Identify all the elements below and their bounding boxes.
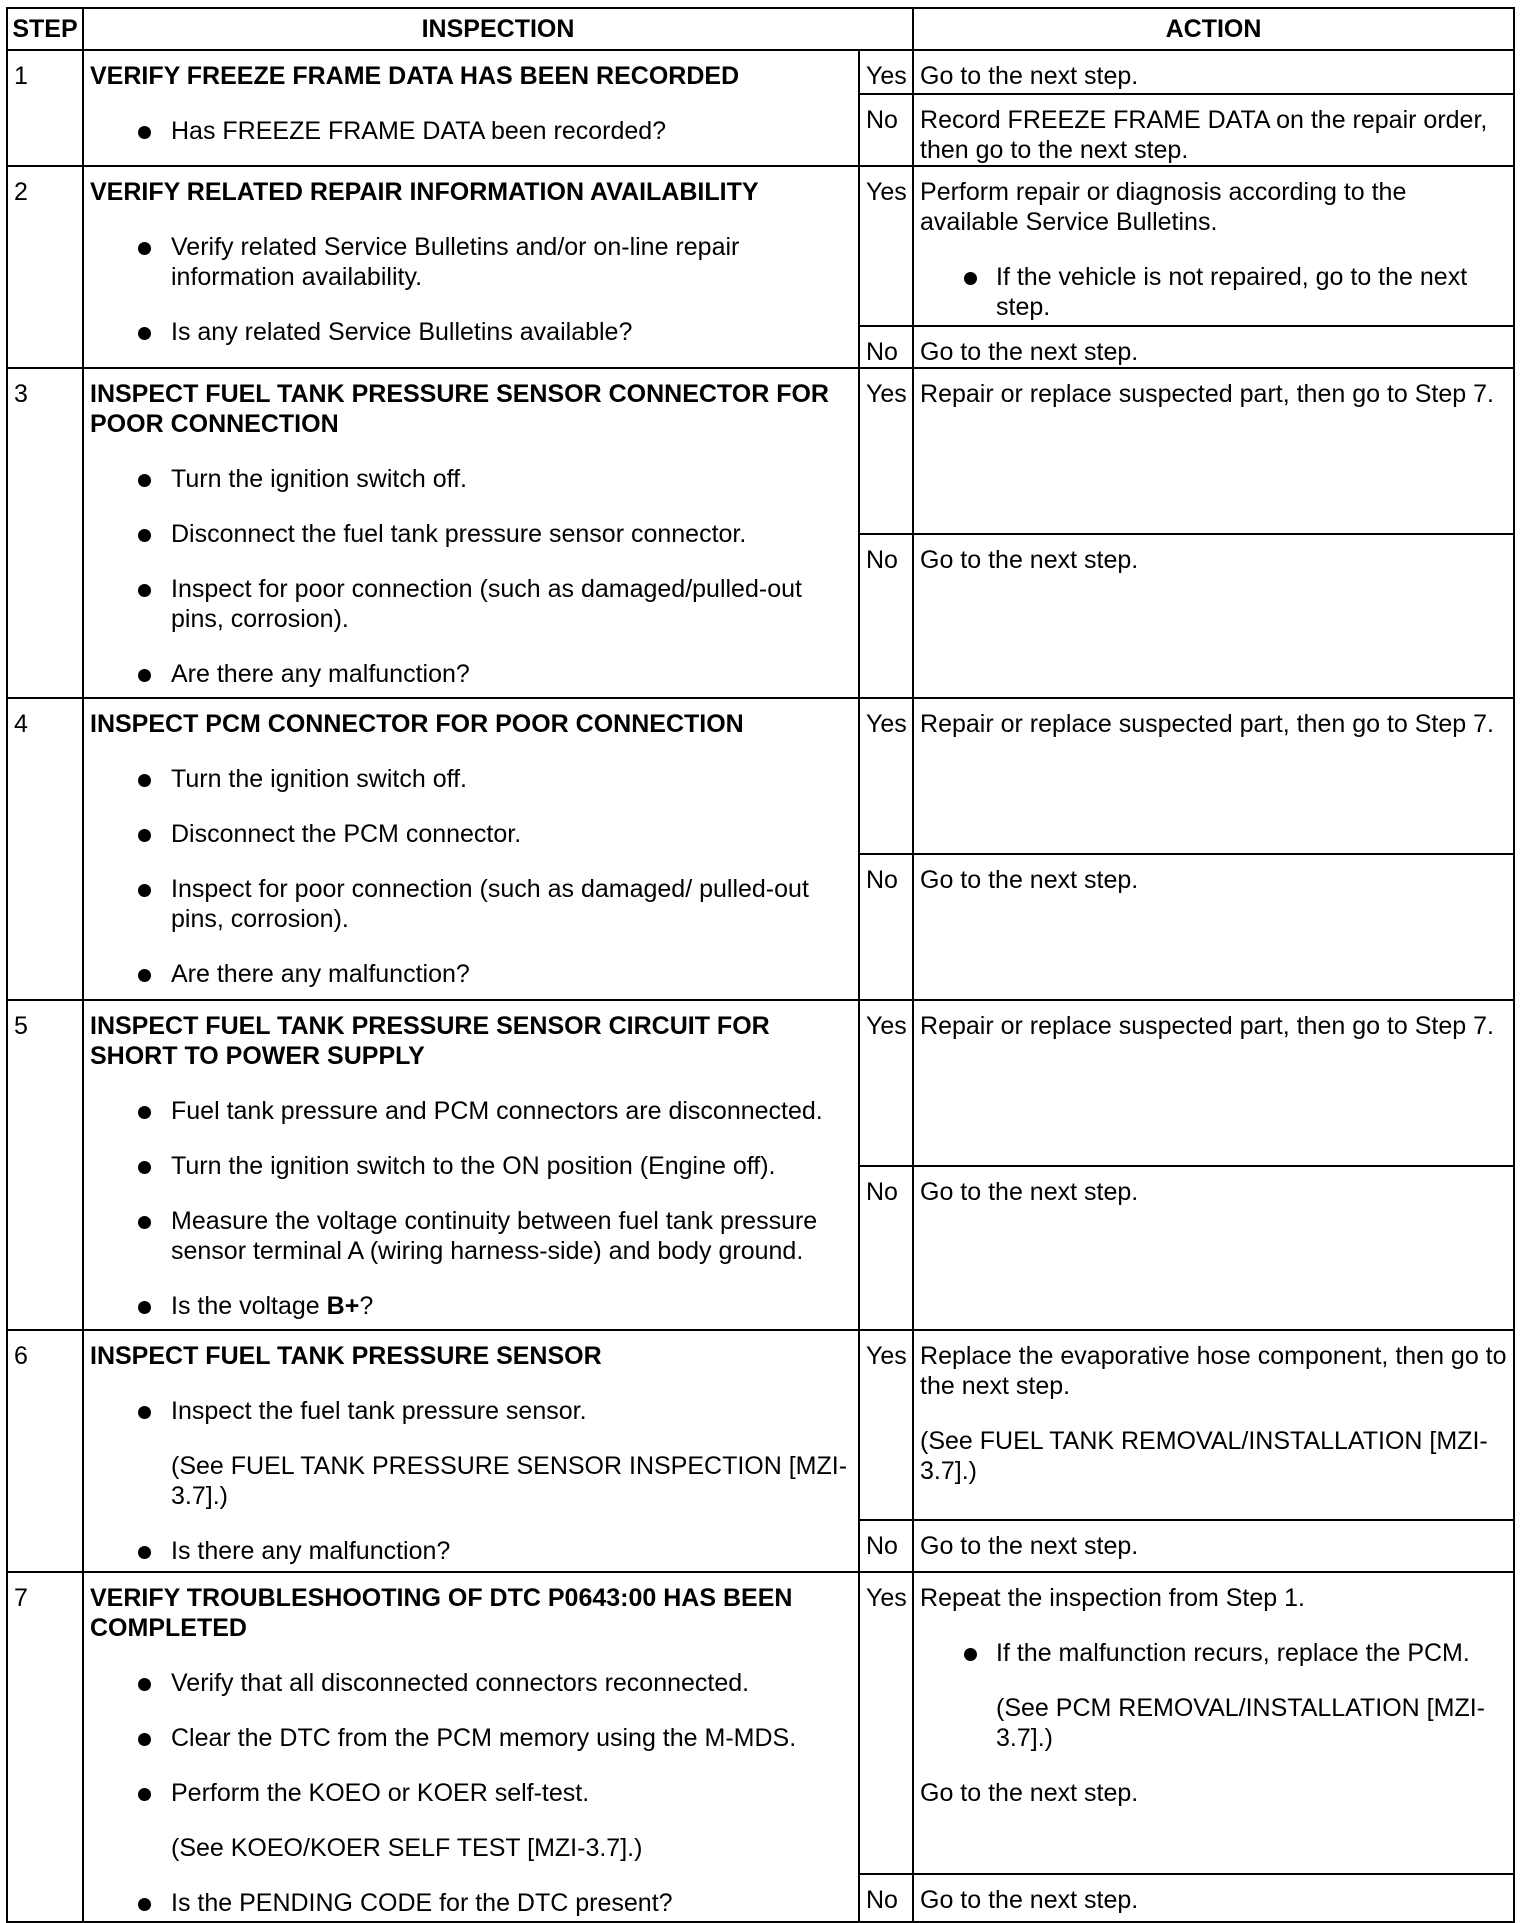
inspection-bullet: Disconnect the PCM connector. (90, 819, 853, 849)
inspection-bullet: Verify that all disconnected connectors reconnected. (90, 1668, 853, 1698)
step-number: 1 (7, 50, 83, 166)
step-title: INSPECT PCM CONNECTOR FOR POOR CONNECTION (90, 710, 744, 738)
step-inspection (83, 1330, 859, 1572)
no-label: No (859, 1520, 913, 1572)
bullet-text: ? (359, 1292, 374, 1320)
yes-label: Yes (859, 368, 913, 534)
inspection-bullet (90, 1291, 853, 1321)
no-label: No (859, 94, 913, 166)
yes-label: Yes (859, 50, 913, 94)
inspection-note: (See KOEO/KOER SELF TEST [MZI-3.7].) (171, 1834, 643, 1862)
yes-action: Go to the next step. (913, 50, 1514, 94)
yes-action: Repair or replace suspected part, then go to Step 7. (913, 1000, 1514, 1166)
step-1-yes-row (7, 50, 1514, 94)
step-inspection (83, 166, 859, 368)
table-header-row (7, 8, 1514, 50)
bullet-text: Is the voltage (171, 1292, 327, 1320)
step-number: 3 (7, 368, 83, 698)
no-label: No (859, 1874, 913, 1922)
step-number: 5 (7, 1000, 83, 1330)
no-label: No (859, 534, 913, 698)
no-action: Go to the next step. (913, 1874, 1514, 1922)
step-number: 2 (7, 166, 83, 368)
inspection-bullet: Are there any malfunction? (90, 659, 853, 689)
action-sub-bullet: If the malfunction recurs, replace the PCM. (920, 1638, 1508, 1668)
action-sub-bullet: If the vehicle is not repaired, go to the next step. (920, 262, 1508, 322)
inspection-bullet: Measure the voltage continuity between fuel tank pressure sensor terminal A (wiring harness-side) and body ground. (90, 1206, 853, 1266)
yes-action-text: Perform repair or diagnosis according to the available Service Bulletins. (920, 178, 1407, 236)
step-7-yes-row (7, 1572, 1514, 1874)
header-step: STEP (7, 8, 83, 50)
no-action: Go to the next step. (913, 1520, 1514, 1572)
yes-label: Yes (859, 698, 913, 854)
step-4-yes-row (7, 698, 1514, 854)
no-label: No (859, 854, 913, 1000)
troubleshooting-table (6, 7, 1515, 1923)
step-inspection (83, 50, 859, 166)
inspection-bullet: Turn the ignition switch to the ON position (Engine off). (90, 1151, 853, 1181)
no-label: No (859, 326, 913, 368)
voltage-value: B+ (326, 1292, 360, 1320)
step-number: 7 (7, 1572, 83, 1922)
no-action: Go to the next step. (913, 1166, 1514, 1330)
step-title: VERIFY TROUBLESHOOTING OF DTC P0643:00 HAS BEEN COMPLETED (90, 1584, 793, 1642)
step-number: 4 (7, 698, 83, 1000)
step-number: 6 (7, 1330, 83, 1572)
inspection-bullet: Inspect for poor connection (such as damaged/ pulled-out pins, corrosion). (90, 874, 853, 934)
yes-action: Repair or replace suspected part, then go to Step 7. (913, 698, 1514, 854)
step-inspection (83, 368, 859, 698)
no-action: Go to the next step. (913, 326, 1514, 368)
inspection-bullet: Clear the DTC from the PCM memory using the M-MDS. (90, 1723, 853, 1753)
inspection-bullet: Disconnect the fuel tank pressure sensor connector. (90, 519, 853, 549)
step-2-yes-row (7, 166, 1514, 326)
yes-label: Yes (859, 166, 913, 326)
inspection-bullet: Turn the ignition switch off. (90, 764, 853, 794)
step-6-yes-row (7, 1330, 1514, 1520)
header-action: ACTION (913, 8, 1514, 50)
yes-after-text: Go to the next step. (920, 1779, 1139, 1807)
no-action: Record FREEZE FRAME DATA on the repair order, then go to the next step. (913, 94, 1514, 166)
inspection-bullet: Are there any malfunction? (90, 959, 853, 989)
yes-action (913, 166, 1514, 326)
step-3-yes-row (7, 368, 1514, 534)
inspection-note: (See FUEL TANK PRESSURE SENSOR INSPECTION [MZI-3.7].) (171, 1452, 848, 1510)
yes-action-text: Replace the evaporative hose component, then go to the next step. (920, 1342, 1507, 1400)
no-action: Go to the next step. (913, 534, 1514, 698)
yes-action (913, 1330, 1514, 1520)
step-title: INSPECT FUEL TANK PRESSURE SENSOR (90, 1342, 602, 1370)
inspection-bullet: Fuel tank pressure and PCM connectors are disconnected. (90, 1096, 853, 1126)
step-inspection (83, 698, 859, 1000)
step-title: INSPECT FUEL TANK PRESSURE SENSOR CIRCUIT FOR SHORT TO POWER SUPPLY (90, 1012, 770, 1070)
inspection-bullet: Is there any malfunction? (90, 1536, 853, 1566)
action-sub-note: (See PCM REMOVAL/INSTALLATION [MZI-3.7].) (996, 1694, 1485, 1752)
step-title: VERIFY RELATED REPAIR INFORMATION AVAILABILITY (90, 178, 759, 206)
step-title: INSPECT FUEL TANK PRESSURE SENSOR CONNECTOR FOR POOR CONNECTION (90, 380, 829, 438)
yes-action (913, 1572, 1514, 1874)
inspection-bullet: Verify related Service Bulletins and/or on-line repair information availability. (90, 232, 853, 292)
action-note: (See FUEL TANK REMOVAL/INSTALLATION [MZI-3.7].) (920, 1427, 1488, 1485)
yes-label: Yes (859, 1000, 913, 1166)
inspection-bullet: Perform the KOEO or KOER self-test. (90, 1778, 853, 1808)
no-action: Go to the next step. (913, 854, 1514, 1000)
yes-label: Yes (859, 1572, 913, 1874)
inspection-bullet: Turn the ignition switch off. (90, 464, 853, 494)
step-title: VERIFY FREEZE FRAME DATA HAS BEEN RECORDED (90, 62, 740, 90)
yes-label: Yes (859, 1330, 913, 1520)
inspection-bullet: Has FREEZE FRAME DATA been recorded? (90, 116, 853, 146)
inspection-bullet: Is the PENDING CODE for the DTC present? (90, 1888, 853, 1918)
yes-action-text: Repeat the inspection from Step 1. (920, 1584, 1305, 1612)
yes-action: Repair or replace suspected part, then go to Step 7. (913, 368, 1514, 534)
inspection-bullet: Is any related Service Bulletins available? (90, 317, 853, 347)
step-inspection (83, 1000, 859, 1330)
inspection-bullet: Inspect the fuel tank pressure sensor. (90, 1396, 853, 1426)
step-5-yes-row (7, 1000, 1514, 1166)
step-inspection (83, 1572, 859, 1922)
inspection-bullet: Inspect for poor connection (such as damaged/pulled-out pins, corrosion). (90, 574, 853, 634)
no-label: No (859, 1166, 913, 1330)
header-inspection: INSPECTION (83, 8, 913, 50)
